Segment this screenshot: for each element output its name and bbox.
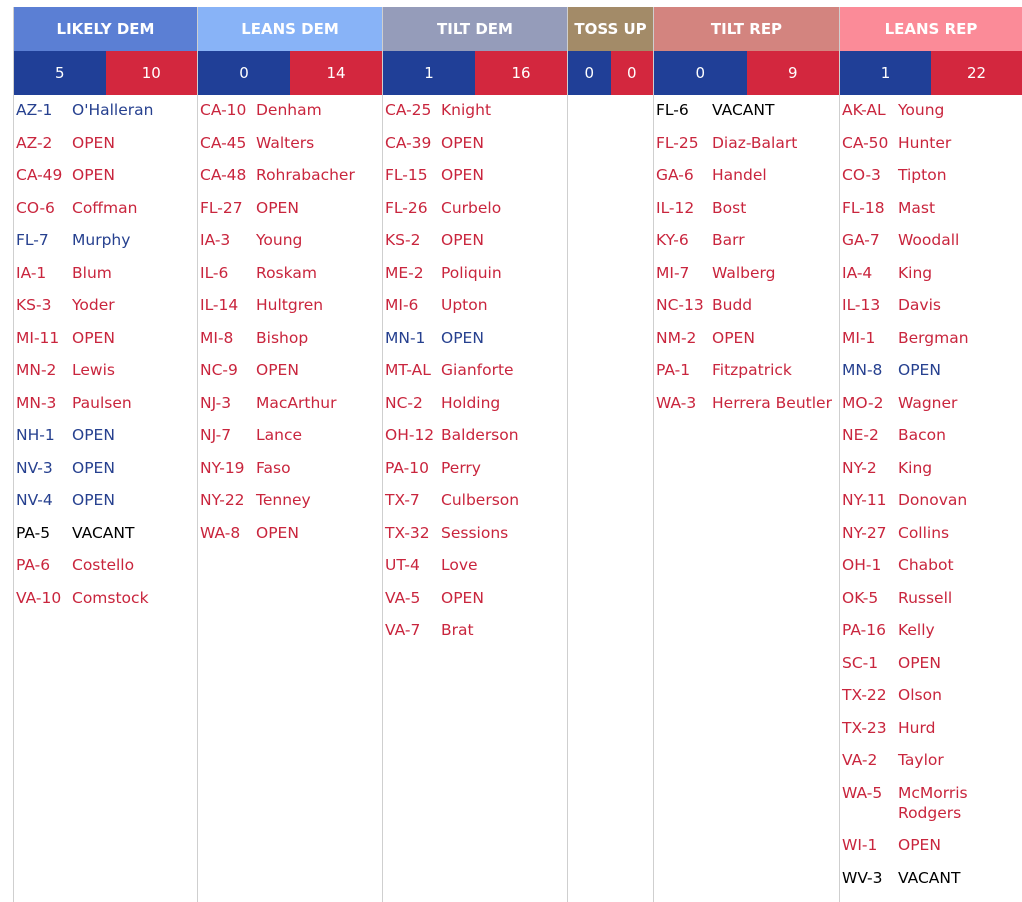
district-label: OK-5 [842, 588, 879, 607]
candidate-name: Costello [72, 556, 135, 574]
district-label: CA-48 [200, 166, 247, 184]
district-label: WI-1 [842, 836, 878, 854]
candidate-name: Tenney [256, 491, 311, 509]
race-row[interactable] [383, 98, 567, 131]
district-label: NV-4 [16, 491, 53, 509]
candidate-name: Barr [712, 231, 745, 249]
candidate-name: OPEN [72, 133, 115, 152]
race-row[interactable] [198, 98, 382, 131]
column-header: TILT REP [654, 7, 839, 51]
district-label: WV-3 [842, 868, 883, 887]
district-label: MN-8 [842, 361, 883, 379]
race-row[interactable] [383, 358, 567, 391]
race-row[interactable] [14, 228, 197, 261]
race-row[interactable] [383, 131, 567, 164]
district-label: VA-2 [842, 751, 878, 769]
race-row[interactable] [840, 358, 1022, 391]
candidate-name: Young [256, 231, 303, 249]
seat-counts [383, 51, 567, 95]
rep-count: 10 [106, 51, 198, 95]
district-label: NC-9 [200, 361, 238, 379]
race-row[interactable] [198, 358, 382, 391]
candidate-name: Coffman [72, 198, 138, 217]
district-label: WA-8 [200, 523, 241, 542]
seat-counts [840, 51, 1022, 95]
race-row[interactable] [14, 391, 197, 424]
seat-counts [568, 51, 653, 95]
race-list [654, 95, 839, 423]
candidate-name: OPEN [72, 426, 115, 444]
district-label: TX-7 [385, 491, 420, 509]
rep-count: 0 [611, 51, 654, 95]
district-label: IA-4 [842, 263, 873, 282]
candidate-name: Young [898, 101, 945, 119]
district-label: MI-1 [842, 328, 876, 347]
race-row[interactable] [383, 456, 567, 489]
candidate-name: OPEN [256, 523, 299, 542]
race-list [383, 95, 567, 651]
district-label: IA-1 [16, 263, 47, 282]
candidate-name: Hultgren [256, 296, 324, 314]
district-label: CO-3 [842, 166, 881, 184]
district-label: FL-7 [16, 231, 49, 249]
column-tilt-dem [383, 7, 568, 902]
district-label: NC-13 [656, 296, 704, 314]
race-row[interactable] [840, 456, 1022, 489]
district-label: NE-2 [842, 426, 879, 444]
candidate-name: Blum [72, 263, 112, 282]
district-label: FL-6 [656, 101, 689, 119]
race-row[interactable] [198, 163, 382, 196]
candidate-name: Poliquin [441, 263, 502, 282]
candidate-name: OPEN [441, 328, 484, 347]
district-label: NY-11 [842, 491, 887, 509]
candidate-name: Russell [898, 588, 953, 607]
race-row[interactable] [840, 781, 1022, 834]
district-label: NY-2 [842, 458, 877, 477]
race-row[interactable] [14, 326, 197, 359]
candidate-name: Budd [712, 296, 753, 314]
candidate-name: Comstock [72, 588, 149, 607]
district-label: MI-6 [385, 296, 419, 314]
race-row[interactable] [14, 98, 197, 131]
race-row[interactable] [383, 423, 567, 456]
race-row[interactable] [840, 521, 1022, 554]
candidate-name: OPEN [256, 361, 299, 379]
district-label: FL-25 [656, 133, 699, 152]
race-row[interactable] [383, 553, 567, 586]
candidate-name: Walters [256, 133, 315, 152]
candidate-name: Knight [441, 101, 492, 119]
district-label: CA-39 [385, 133, 432, 152]
candidate-name: OPEN [72, 491, 115, 509]
dem-count: 0 [198, 51, 290, 95]
district-label: NY-19 [200, 458, 245, 477]
candidate-name: Rohrabacher [256, 166, 355, 184]
candidate-name: O'Halleran [72, 101, 154, 119]
race-row[interactable] [654, 293, 839, 326]
candidate-name: Gianforte [441, 361, 514, 379]
district-label: IL-12 [656, 198, 695, 217]
candidate-name: Wagner [898, 393, 958, 412]
district-label: WA-3 [656, 393, 697, 412]
race-row[interactable] [383, 618, 567, 651]
candidate-name: OPEN [72, 458, 115, 477]
district-label: OH-1 [842, 556, 882, 574]
dem-count: 1 [840, 51, 931, 95]
district-label: CA-45 [200, 133, 247, 152]
column-header: TOSS UP [568, 7, 653, 51]
race-row[interactable] [840, 326, 1022, 359]
race-row[interactable] [840, 98, 1022, 131]
race-row[interactable] [840, 131, 1022, 164]
seat-counts [14, 51, 197, 95]
race-row[interactable] [198, 456, 382, 489]
district-label: PA-1 [656, 361, 691, 379]
district-label: MO-2 [842, 393, 884, 412]
race-row[interactable] [14, 456, 197, 489]
seat-counts [654, 51, 839, 95]
district-label: WA-5 [842, 783, 883, 802]
district-label: AZ-1 [16, 101, 53, 119]
column-header: TILT DEM [383, 7, 567, 51]
column-toss-up [568, 7, 654, 902]
race-list [198, 95, 382, 553]
district-label: NJ-3 [200, 393, 232, 412]
district-label: PA-16 [842, 621, 886, 639]
district-label: NY-22 [200, 491, 245, 509]
district-label: TX-23 [842, 718, 887, 737]
race-row[interactable] [14, 586, 197, 619]
candidate-name: VACANT [712, 101, 775, 119]
district-label: GA-6 [656, 166, 694, 184]
district-label: NY-27 [842, 523, 887, 542]
district-label: FL-18 [842, 198, 885, 217]
candidate-name: Diaz-Balart [712, 133, 798, 152]
race-row[interactable] [14, 293, 197, 326]
race-row[interactable] [654, 131, 839, 164]
candidate-name: MacArthur [256, 393, 337, 412]
candidate-name: VACANT [898, 868, 961, 887]
race-row[interactable] [654, 163, 839, 196]
rep-count: 14 [290, 51, 382, 95]
column-header: LEANS REP [840, 7, 1022, 51]
candidate-name: Faso [256, 458, 291, 477]
race-row[interactable] [14, 423, 197, 456]
candidate-name: Balderson [441, 426, 519, 444]
race-row[interactable] [383, 586, 567, 619]
district-label: CA-49 [16, 166, 63, 184]
district-label: SC-1 [842, 653, 879, 672]
race-row[interactable] [840, 488, 1022, 521]
race-row[interactable] [14, 163, 197, 196]
race-row[interactable] [840, 391, 1022, 424]
candidate-name: Culberson [441, 491, 520, 509]
candidate-name: Hurd [898, 718, 936, 737]
district-label: NM-2 [656, 328, 697, 347]
district-label: CA-50 [842, 133, 889, 152]
district-label: TX-32 [385, 523, 430, 542]
column-likely-dem [13, 7, 198, 902]
race-row[interactable] [383, 293, 567, 326]
column-leans-rep [840, 7, 1022, 902]
candidate-name: Lance [256, 426, 303, 444]
dem-count: 1 [383, 51, 475, 95]
race-row[interactable] [840, 261, 1022, 294]
race-row[interactable] [383, 326, 567, 359]
district-label: PA-10 [385, 458, 429, 477]
race-row[interactable] [383, 488, 567, 521]
race-row[interactable] [840, 196, 1022, 229]
race-row[interactable] [840, 833, 1022, 866]
district-label: IL-6 [200, 263, 229, 282]
district-label: FL-26 [385, 198, 428, 217]
race-row[interactable] [654, 391, 839, 424]
candidate-name: Olson [898, 686, 942, 704]
race-row[interactable] [198, 293, 382, 326]
candidate-name: OPEN [72, 166, 115, 184]
candidate-name: OPEN [712, 328, 755, 347]
candidate-name: Perry [441, 458, 481, 477]
district-label: KS-2 [385, 231, 421, 249]
district-label: IL-14 [200, 296, 239, 314]
candidate-name: Hunter [898, 133, 952, 152]
district-label: CA-25 [385, 101, 432, 119]
candidate-name: King [898, 263, 933, 282]
district-label: MT-AL [385, 361, 431, 379]
race-row[interactable] [840, 293, 1022, 326]
candidate-name: McMorris Rodgers [898, 783, 968, 822]
district-label: MN-3 [16, 393, 57, 412]
district-label: MI-11 [16, 328, 60, 347]
dem-count: 0 [568, 51, 611, 95]
candidate-name: Kelly [898, 621, 935, 639]
race-row[interactable] [840, 228, 1022, 261]
candidate-name: OPEN [441, 166, 484, 184]
dem-count: 0 [654, 51, 747, 95]
candidate-name: OPEN [898, 836, 941, 854]
candidate-name: Sessions [441, 523, 509, 542]
race-row[interactable] [198, 196, 382, 229]
race-row[interactable] [14, 488, 197, 521]
candidate-name: Holding [441, 393, 501, 412]
column-header: LEANS DEM [198, 7, 382, 51]
district-label: NV-3 [16, 458, 53, 477]
race-row[interactable] [840, 423, 1022, 456]
race-row[interactable] [654, 196, 839, 229]
race-row[interactable] [840, 683, 1022, 716]
candidate-name: Lewis [72, 361, 115, 379]
candidate-name: Brat [441, 621, 474, 639]
district-label: FL-27 [200, 198, 243, 217]
race-row[interactable] [840, 716, 1022, 749]
race-row[interactable] [14, 358, 197, 391]
race-list [840, 95, 1022, 898]
candidate-name: Roskam [256, 263, 317, 282]
candidate-name: Curbelo [441, 198, 502, 217]
race-row[interactable] [198, 228, 382, 261]
candidate-name: OPEN [898, 653, 941, 672]
race-row[interactable] [383, 391, 567, 424]
candidate-name: Love [441, 556, 478, 574]
race-row[interactable] [654, 261, 839, 294]
race-row[interactable] [198, 521, 382, 554]
district-label: NH-1 [16, 426, 55, 444]
race-row[interactable] [840, 748, 1022, 781]
district-label: GA-7 [842, 231, 880, 249]
race-list [568, 95, 653, 98]
candidate-name: Tipton [898, 166, 947, 184]
district-label: OH-12 [385, 426, 435, 444]
district-label: IA-3 [200, 231, 231, 249]
candidate-name: Walberg [712, 263, 776, 282]
candidate-name: Davis [898, 296, 941, 314]
district-label: AZ-2 [16, 133, 53, 152]
candidate-name: King [898, 458, 933, 477]
race-row[interactable] [840, 586, 1022, 619]
district-label: NC-2 [385, 393, 423, 412]
race-row[interactable] [198, 488, 382, 521]
district-label: UT-4 [385, 556, 420, 574]
candidate-name: OPEN [898, 361, 941, 379]
dem-count: 5 [14, 51, 106, 95]
race-list [14, 95, 197, 618]
district-label: ME-2 [385, 263, 424, 282]
district-label: MN-2 [16, 361, 57, 379]
candidate-name: Denham [256, 101, 322, 119]
candidate-name: Herrera Beutler [712, 393, 832, 412]
race-row[interactable] [654, 228, 839, 261]
race-row[interactable] [383, 261, 567, 294]
candidate-name: OPEN [256, 198, 299, 217]
candidate-name: OPEN [441, 588, 484, 607]
candidate-name: Bacon [898, 426, 946, 444]
race-row[interactable] [840, 618, 1022, 651]
race-row[interactable] [383, 521, 567, 554]
column-leans-dem [198, 7, 383, 902]
candidate-name: Chabot [898, 556, 954, 574]
candidate-name: Yoder [72, 296, 115, 314]
candidate-name: Taylor [898, 751, 944, 769]
district-label: FL-15 [385, 166, 428, 184]
district-label: PA-5 [16, 523, 51, 542]
candidate-name: Bost [712, 198, 747, 217]
district-label: KS-3 [16, 296, 52, 314]
ratings-board [13, 7, 1022, 902]
race-row[interactable] [654, 98, 839, 131]
district-label: VA-5 [385, 588, 421, 607]
seat-counts [198, 51, 382, 95]
race-row[interactable] [14, 261, 197, 294]
race-row[interactable] [840, 553, 1022, 586]
race-row[interactable] [198, 131, 382, 164]
race-row[interactable] [383, 163, 567, 196]
candidate-name: OPEN [72, 328, 115, 347]
rep-count: 9 [747, 51, 840, 95]
candidate-name: Paulsen [72, 393, 132, 412]
district-label: VA-7 [385, 621, 421, 639]
candidate-name: Upton [441, 296, 488, 314]
race-row[interactable] [654, 358, 839, 391]
candidate-name: OPEN [441, 231, 484, 249]
rep-count: 22 [931, 51, 1022, 95]
district-label: TX-22 [842, 686, 887, 704]
candidate-name: Bishop [256, 328, 309, 347]
race-row[interactable] [14, 553, 197, 586]
district-label: MN-1 [385, 328, 426, 347]
candidate-name: Bergman [898, 328, 969, 347]
candidate-name: Fitzpatrick [712, 361, 792, 379]
race-row[interactable] [14, 521, 197, 554]
district-label: MI-8 [200, 328, 234, 347]
race-row[interactable] [840, 866, 1022, 899]
race-row[interactable] [198, 326, 382, 359]
race-row[interactable] [654, 326, 839, 359]
race-row[interactable] [840, 651, 1022, 684]
race-row[interactable] [383, 228, 567, 261]
candidate-name: Collins [898, 523, 950, 542]
race-row[interactable] [198, 261, 382, 294]
district-label: CA-10 [200, 101, 247, 119]
candidate-name: Woodall [898, 231, 960, 249]
rep-count: 16 [475, 51, 567, 95]
race-row[interactable] [840, 163, 1022, 196]
district-label: MI-7 [656, 263, 690, 282]
district-label: AK-AL [842, 101, 886, 119]
race-row[interactable] [14, 196, 197, 229]
district-label: KY-6 [656, 231, 689, 249]
candidate-name: Donovan [898, 491, 968, 509]
race-row[interactable] [198, 391, 382, 424]
candidate-name: Mast [898, 198, 936, 217]
candidate-name: Handel [712, 166, 767, 184]
candidate-name: OPEN [441, 133, 484, 152]
race-row[interactable] [383, 196, 567, 229]
candidate-name: Murphy [72, 231, 131, 249]
district-label: IL-13 [842, 296, 881, 314]
district-label: VA-10 [16, 588, 62, 607]
race-row[interactable] [14, 131, 197, 164]
column-header: LIKELY DEM [14, 7, 197, 51]
column-tilt-rep [654, 7, 840, 902]
district-label: CO-6 [16, 198, 55, 217]
district-label: PA-6 [16, 556, 51, 574]
race-row[interactable] [198, 423, 382, 456]
district-label: NJ-7 [200, 426, 232, 444]
candidate-name: VACANT [72, 523, 135, 542]
